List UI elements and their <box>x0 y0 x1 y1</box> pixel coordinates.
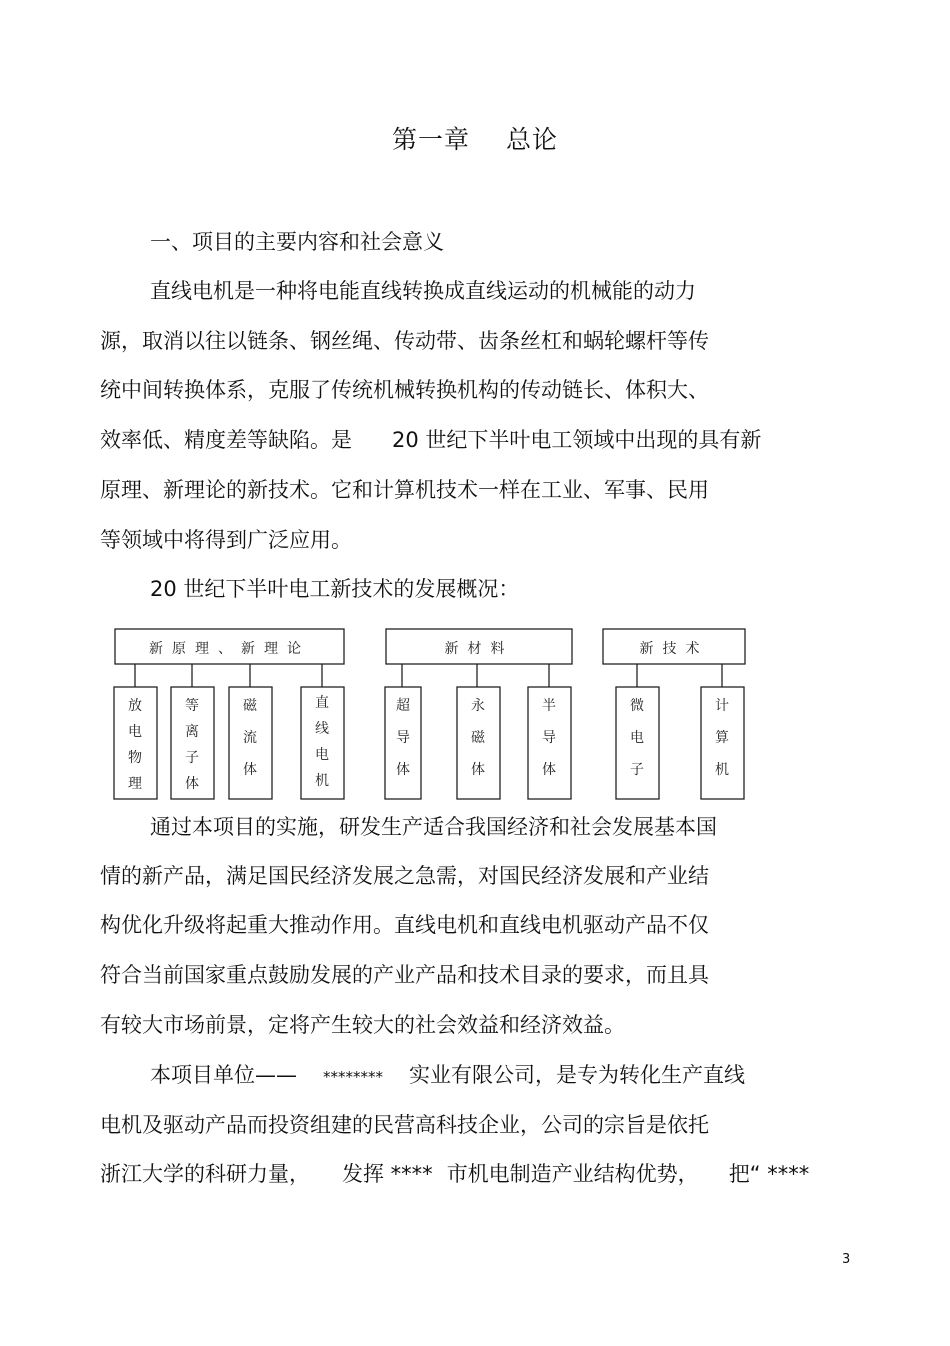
diagram-caption: 20 世纪下半叶电工新技术的发展概况： <box>150 577 520 601</box>
paragraph-segment: 本项目单位—— <box>150 1063 297 1087</box>
paragraph-segment: 效率低、精度差等缺陷。是 <box>100 428 352 452</box>
paragraph-line: 电机及驱动产品而投资组建的民营高科技企业，公司的宗旨是依托 <box>100 1113 709 1137</box>
child-label: 等离子体 <box>185 698 199 792</box>
section-heading: 一、项目的主要内容和社会意义 <box>150 230 444 254</box>
paragraph-line: 统中间转换体系，克服了传统机械转换机构的传动链长、体积大、 <box>100 378 709 402</box>
paragraph-segment: 把“ **** <box>728 1162 810 1186</box>
paragraph-line: 通过本项目的实施，研发生产适合我国经济和社会发展基本国 <box>150 815 717 839</box>
paragraph-line <box>100 425 761 455</box>
paragraph-segment: 市机电制造产业结构优势， <box>446 1162 699 1186</box>
child-label: 直线电机 <box>315 695 329 789</box>
chapter-name: 总论 <box>506 125 559 154</box>
paragraph-line: 直线电机是一种将电能直线转换成直线运动的机械能的动力 <box>150 279 696 303</box>
child-label: 计算机 <box>715 698 729 778</box>
child-label: 磁流体 <box>243 698 257 778</box>
paragraph-line: 有较大市场前景，定将产生较大的社会效益和经济效益。 <box>100 1013 625 1037</box>
paragraph-segment: 20 世纪下半叶电工领域中出现的具有新 <box>392 428 762 452</box>
paragraph-segment: 实业有限公司，是专为转化生产直线 <box>409 1063 745 1087</box>
paragraph-line: 等领域中将得到广泛应用。 <box>100 528 352 552</box>
redacted-text: ******** <box>323 1068 383 1086</box>
chapter-title <box>0 120 950 156</box>
page-number: 3 <box>842 1252 851 1267</box>
paragraph-segment: 浙江大学的科研力量， <box>100 1162 310 1186</box>
chapter-number: 第一章 <box>391 125 470 154</box>
child-label: 永磁体 <box>471 698 485 778</box>
child-label: 放电物理 <box>128 698 142 792</box>
child-label: 微电子 <box>630 698 644 778</box>
paragraph-line: 原理、新理论的新技术。它和计算机技术一样在工业、军事、民用 <box>100 478 709 502</box>
paragraph-line <box>100 1159 809 1189</box>
group-label: 新技术 <box>639 641 709 657</box>
paragraph-line: 情的新产品，满足国民经济发展之急需，对国民经济发展和产业结 <box>100 864 709 888</box>
group-label: 新材料 <box>444 641 514 657</box>
paragraph-segment: 发挥 **** <box>342 1162 433 1186</box>
paragraph-line <box>150 1060 745 1092</box>
paragraph-line: 构优化升级将起重大推动作用。直线电机和直线电机驱动产品不仅 <box>100 913 709 937</box>
child-label: 超导体 <box>396 698 410 778</box>
paragraph-line: 源，取消以往以链条、钢丝绳、传动带、齿条丝杠和蜗轮螺杆等传 <box>100 329 709 353</box>
group-label: 新原理、新理论 <box>149 641 310 657</box>
child-label: 半导体 <box>542 698 556 778</box>
paragraph-line: 符合当前国家重点鼓励发展的产业产品和技术目录的要求，而且具 <box>100 963 709 987</box>
